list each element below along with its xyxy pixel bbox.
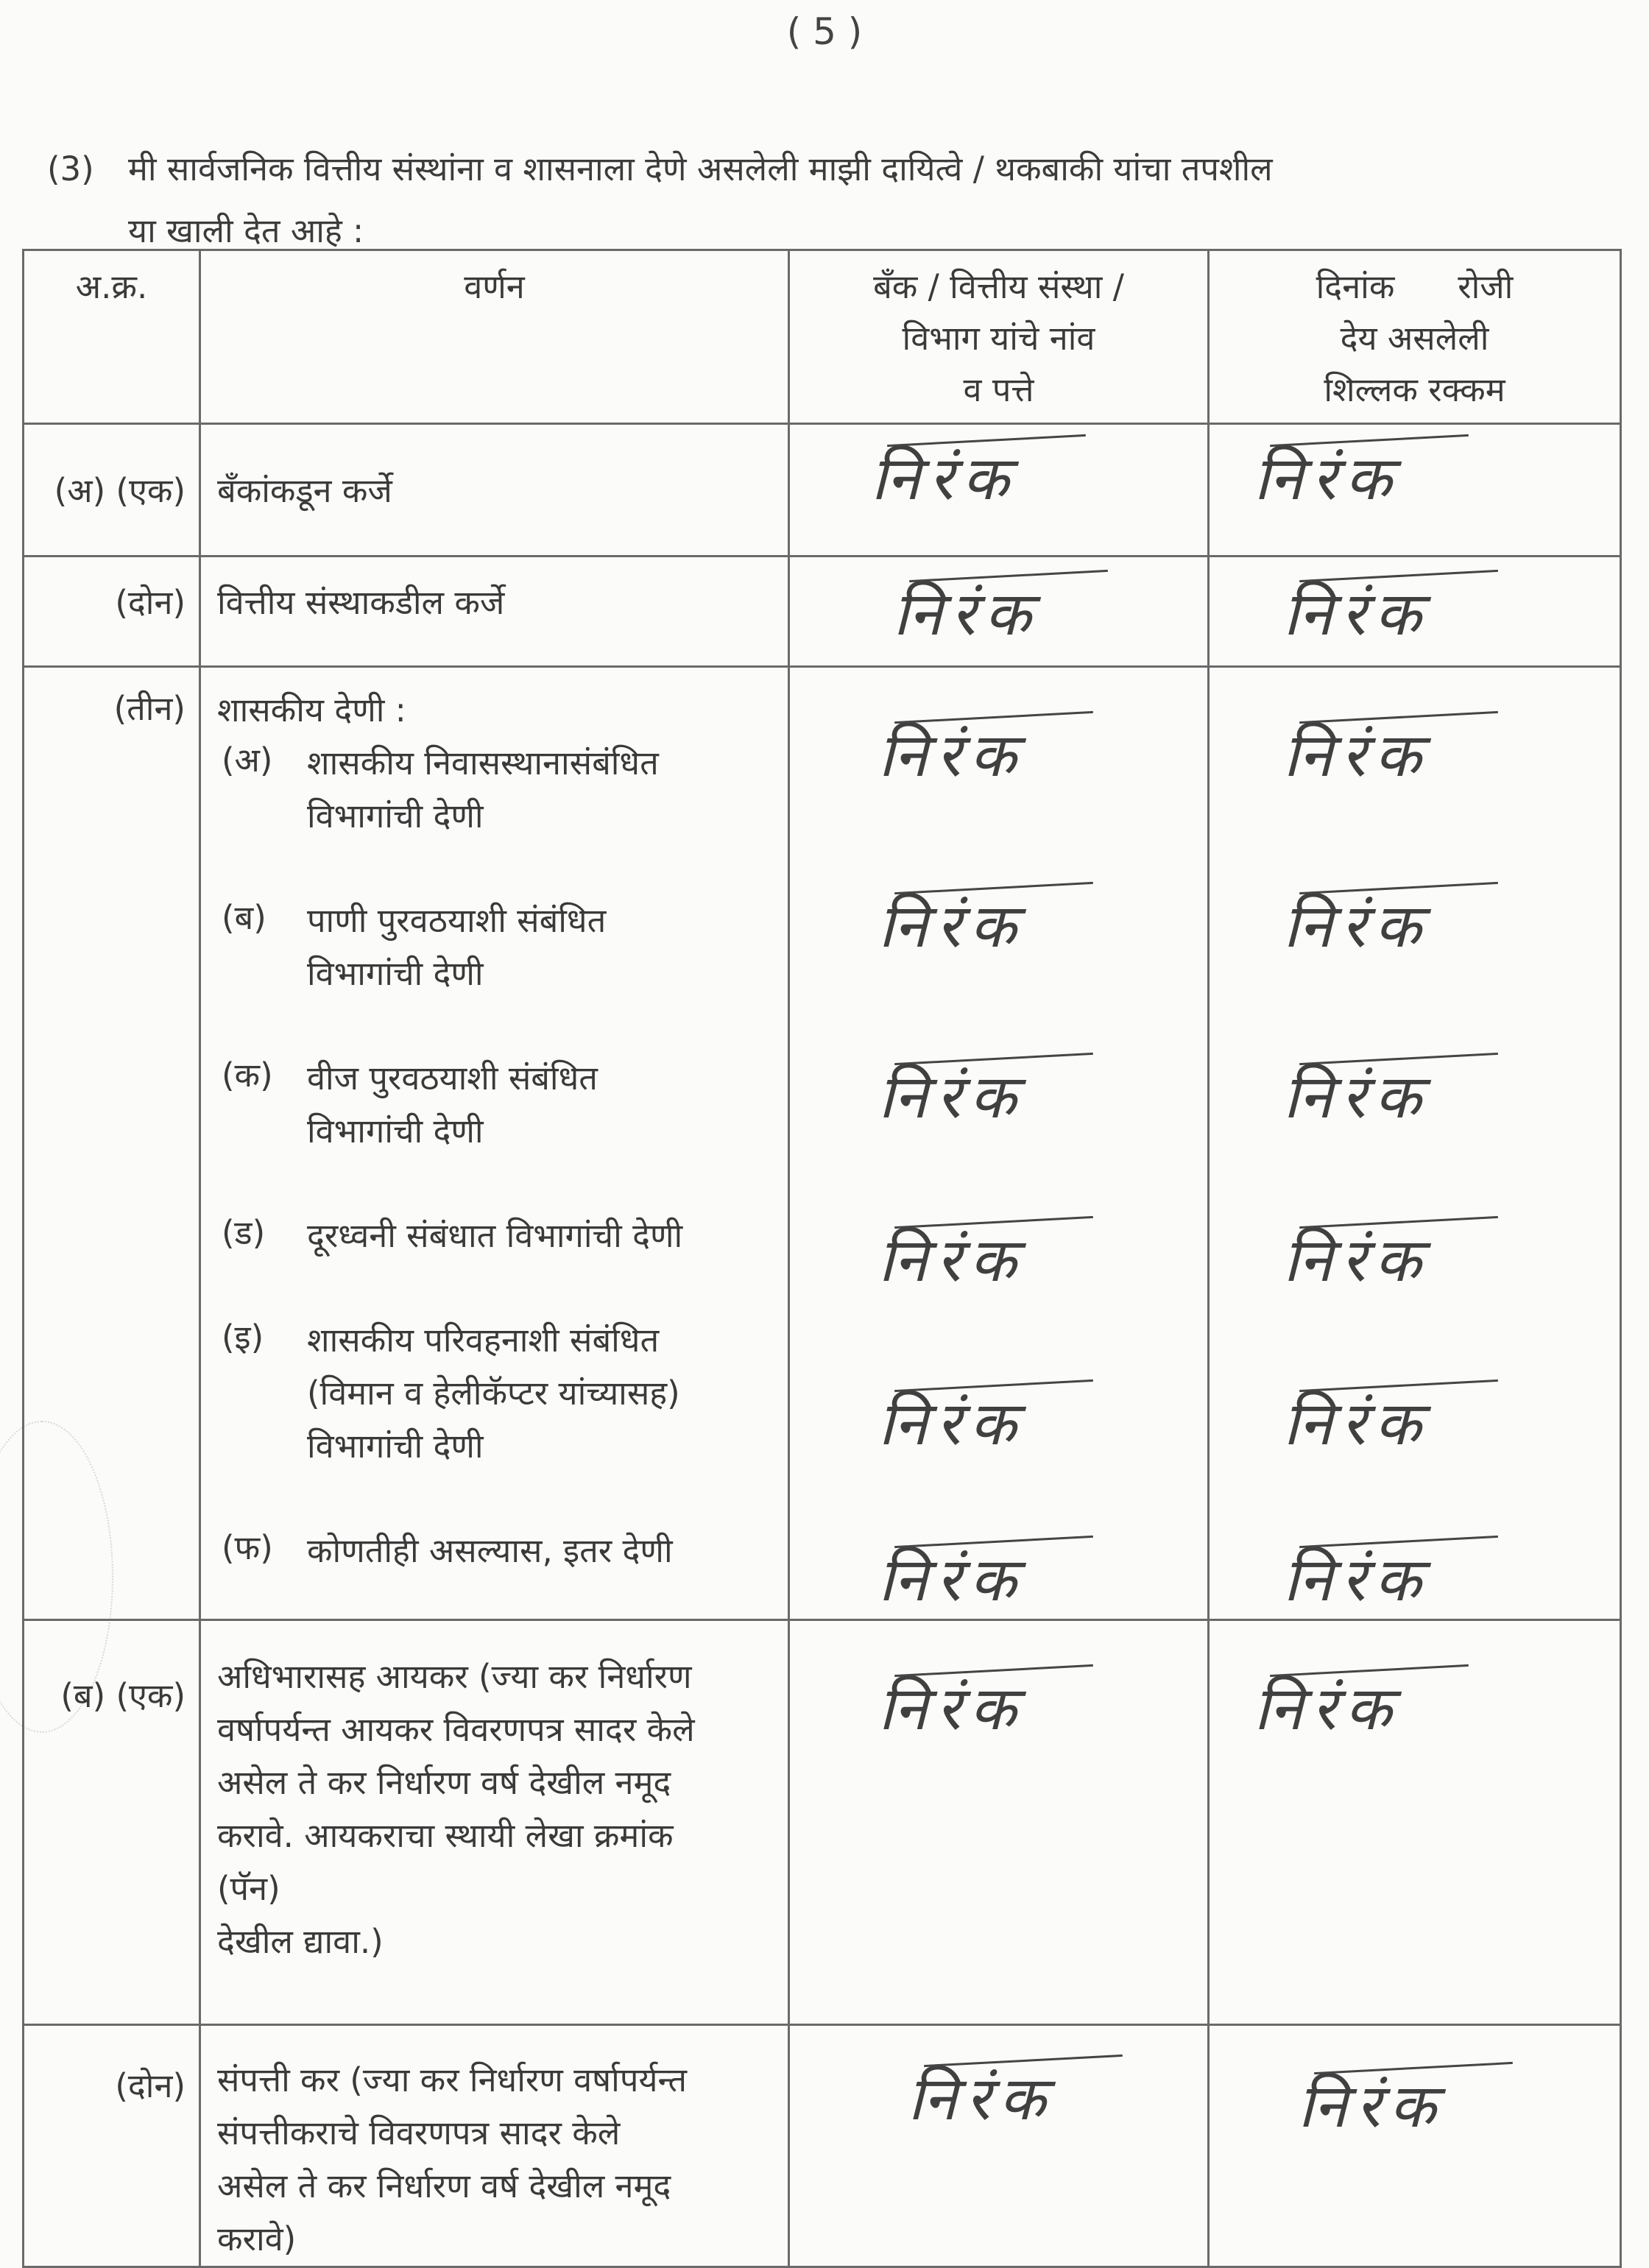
- handwritten-entry: निरंक: [1283, 1053, 1620, 1136]
- description-line: वर्षापर्यन्त आयकर विवरणपत्र सादर केले: [217, 1710, 695, 1749]
- handwritten-entry: निरंक: [789, 2025, 1209, 2267]
- table-row: [24, 557, 1621, 667]
- handwritten-entry: निरंक: [878, 883, 1207, 965]
- description-line: अधिभारासह आयकर (ज्या कर निर्धारण: [217, 1657, 692, 1696]
- description-line: असेल ते कर निर्धारण वर्ष देखील नमूद: [217, 1763, 671, 1802]
- handwritten-entry: निरंक: [878, 712, 1207, 794]
- row-description: वित्तीय संस्थाकडील कर्जे: [200, 557, 789, 667]
- handwritten-entry: निरंक: [1283, 1536, 1620, 1619]
- handwritten-entry: निरंक: [1283, 1217, 1620, 1299]
- handwritten-entry: निरंक: [1209, 424, 1621, 557]
- handwritten-entry: निरंक: [789, 424, 1209, 557]
- row-description: [200, 1620, 789, 2025]
- handwritten-entry: निरंक: [878, 1536, 1207, 1619]
- sub-item: (अ) शासकीय निवासस्थानासंबंधित विभागांची देणी: [222, 741, 659, 836]
- handwritten-entry: निरंक: [1283, 1380, 1620, 1463]
- table-row: [24, 2025, 1621, 2267]
- section-number: (3): [47, 149, 94, 188]
- row-serial: (दोन): [24, 557, 200, 667]
- sub-item: (ड) दूरध्वनी संबंधात विभागांची देणी: [222, 1213, 683, 1255]
- intro-line-1: [47, 138, 1608, 200]
- handwritten-entry: निरंक: [878, 1380, 1207, 1463]
- row-description: बँकांकडून कर्जे: [200, 424, 789, 557]
- handwritten-entry: निरंक: [1209, 1620, 1621, 2025]
- description-line: संपत्तीकराचे विवरणपत्र सादर केले: [217, 2113, 621, 2152]
- handwritten-entry: निरंक: [878, 1053, 1207, 1136]
- row-heading: शासकीय देणी :: [217, 690, 406, 729]
- handwritten-entry: निरंक: [1209, 557, 1621, 667]
- page-number: ( 5 ): [786, 10, 863, 53]
- handwritten-entry: निरंक: [789, 557, 1209, 667]
- intro-paragraph: [47, 138, 1608, 262]
- header-institution: बँक / वित्तीय संस्था / विभाग यांचे नांव व पत्ते: [789, 250, 1209, 424]
- description-line: करावे. आयकराचा स्थायी लेखा क्रमांक: [217, 1816, 674, 1855]
- row-serial: (ब) (एक): [24, 1620, 200, 2025]
- row-serial: (दोन): [24, 2025, 200, 2267]
- handwritten-entry: निरंक: [1283, 883, 1620, 965]
- sub-item: (ब) पाणी पुरवठयाशी संबंधित विभागांची देणी: [222, 898, 607, 993]
- sub-item: (इ) शासकीय परिवहनाशी संबंधित (विमान व हेलीकॅप्टर यांच्यासह) विभागांची देणी: [222, 1318, 680, 1466]
- description-line: संपत्ती कर (ज्या कर निर्धारण वर्षापर्यन्त: [217, 2060, 687, 2099]
- table-row: [24, 667, 1621, 1620]
- row-description: [200, 2025, 789, 2267]
- handwritten-entry: निरंक: [1209, 2025, 1621, 2267]
- intro-line-2: या खाली देत आहे :: [128, 211, 364, 250]
- description-line: करावे): [217, 2219, 297, 2258]
- table-row: [24, 424, 1621, 557]
- table-header-row: [24, 250, 1621, 424]
- handwritten-entry: निरंक: [878, 1217, 1207, 1299]
- sub-item: (फ) कोणतीही असल्यास, इतर देणी: [222, 1528, 673, 1570]
- handwritten-column: [789, 667, 1209, 1620]
- handwritten-entry: निरंक: [1283, 712, 1620, 794]
- description-line: देखील द्यावा.): [217, 1922, 384, 1961]
- row-serial: (अ) (एक): [24, 424, 200, 557]
- description-line: (पॅन): [217, 1869, 280, 1908]
- header-balance: दिनांक रोजी देय असलेली शिल्लक रक्कम: [1209, 250, 1621, 424]
- handwritten-entry: निरंक: [789, 1620, 1209, 2025]
- header-description: वर्णन: [200, 250, 789, 424]
- header-serial: अ.क्र.: [24, 250, 200, 424]
- sub-item: (क) वीज पुरवठयाशी संबंधित विभागांची देणी: [222, 1056, 598, 1151]
- description-line: असेल ते कर निर्धारण वर्ष देखील नमूद: [217, 2166, 671, 2205]
- liabilities-table: [22, 249, 1622, 2268]
- handwritten-column: [1209, 667, 1621, 1620]
- table-row: [24, 1620, 1621, 2025]
- row-serial: (तीन): [24, 667, 200, 1620]
- intro-line-1-text: मी सार्वजनिक वित्तीय संस्थांना व शासनाला देणे असलेली माझी दायित्वे / थकबाकी यांचा तपशील: [128, 149, 1273, 188]
- row-description: [200, 667, 789, 1620]
